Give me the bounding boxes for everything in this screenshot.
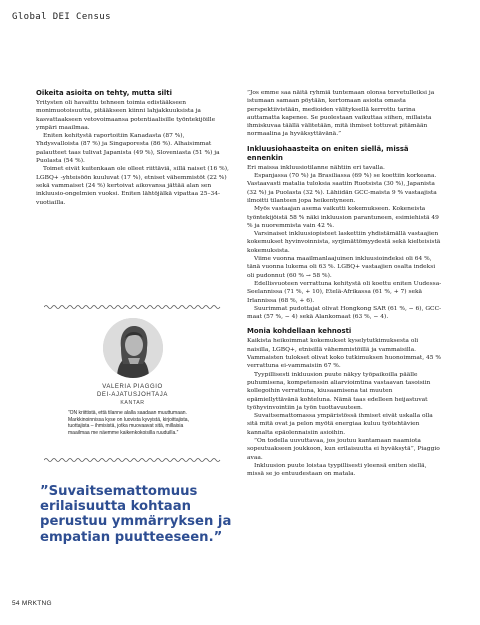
left-heading: Oikeita asioita on tehty, mutta silti [36, 89, 172, 97]
right-paragraph-1: Eri maissa inkluusiotilanne nähtiin eri tavalla. [247, 164, 385, 171]
left-paragraph-3: Toimet eivät kuitenkaan ole olleet riittäviä, sillä naiset (16 %), LGBQ+ -yhteisöön kuuluvat (17 %), etniset vähemmistöt (22 %) sekä vammaiset (24 %) kertoivat aikovansa jättää alan sen inkluusio-ongelmien vuoksi. Eniten lähtöjälkä vipattaa 25–34-vuotiailla. [36, 166, 229, 206]
wavy-divider-top [44, 304, 222, 310]
right-heading-2: Monia kohdellaan kehnosti [247, 327, 352, 336]
right-paragraph-12: Inkluusion puute loistaa tyypillisesti yleensä eniten siellä, missä se jo entuudestaan on matala. [247, 462, 427, 478]
right-paragraph-3: Myös vastaajan asema vaikutti kokemukseen. Kokeneista työntekijöistä 58 % näki inkluusion parantuneen, esimiehistä 49 % ja nuoremmista vain 42 %. [247, 206, 439, 229]
right-paragraph-9: Tyypillisesti inkluusion puute näkyy työpaikoilla päälle puhumisena, kompetenssin aliarvioimtina vastaavan tasoisiin kollegoihin verrattuna, kiusaamisena tai muuten epämiellyttävänä kohteluna. Nämä taas edelleen heijastuvat työhyvinvointiin ja työn tuottavuuteen. [247, 371, 431, 411]
left-column [36, 89, 229, 207]
right-paragraph-5: Viime vuonna maailmanlaajuinen inkluusioindeksi oli 64 %, tänä vuonna lukema oli 63 %. LGBQ+ vastaajien osalta indeksi oli pudonnut (60 % → 58 %). [247, 256, 436, 279]
pull-quote: ”Suvaitsemattomuus erilaisuutta kohtaan perustuu ymmärryksen ja empatian puutteeseen.” [40, 484, 232, 545]
page-footer: 54 MRKTNG [12, 600, 52, 607]
right-column [247, 89, 443, 478]
left-paragraph-1: Yritysten oli havaittu tehneen toimia edistääkseen monimuotoisuutta, pitääkseen kiinni lahjakkuuksista ja kasvattaakseen vetovoimaansa potentiaalisille työntekijöille ympäri maailmaa. [36, 100, 216, 131]
right-paragraph-4: Varsinaiset inkluusiopisteet laskettiin yhdistämällä vastaajien kokemukset hyvinvoinnista, syrjimättömyydestä sekä kielteisistä kokemuksista. [247, 231, 441, 254]
right-intro-quote: ”Jos emme saa näitä ryhmiä tuntemaan olonsa tervetulleiksi ja istumaan samaan pöytään, kertomaan asioita omasta perspektiivistään, medioiden välityksellä kerrottu tarina auttamatta kapenee. Se puolestaan vaikuttaa siihen, millaista ihmiskuvaa täällä välitetään, mitä ihmiset tottuvat pitämään normaalina ja hyväksyttävänä.” [247, 90, 435, 138]
right-paragraph-7: Suurimmat pudottajat olivat Hongkong SAR (61 %, − 6), GCC-maat (57 %, − 4) sekä Alankomaat (63 %, − 4). [247, 305, 442, 321]
profile-role: DEI-AJATUSJOHTAJA [97, 392, 168, 398]
wavy-divider-bottom [44, 457, 222, 463]
right-heading-1: Inkluusiohaasteita on eniten siellä, missä ennenkin [247, 144, 409, 162]
right-paragraph-2: Espanjassa (70 %) ja Brasiliassa (69 %) se koettiin korkeana. Vastaavasti matalia tuloksia saatiin Ruotsista (30 %), Japanista (32 %) ja Puolasta (32 %). Lähiidän GCC-maista 9 % vastaajista ilmoitti tilanteen jopa heikentyneen. [247, 173, 437, 204]
profile-quote: ”ON kriittistä, että tilanne alalla saadaan muuttumaan. Markkinoinnissa kyse on luovista kyvyistä, kirjoittajista, tuottajista – ihmisistä, jotka muovaavat sitä, millaisia maailmaa me näemme kaikenkokoisilla ruuduilla.” [68, 410, 189, 436]
avatar [103, 318, 163, 378]
profile-card [36, 318, 229, 406]
left-paragraph-2: Eniten kehitystä raportoitiin Kanadasta (87 %), Yhdysvalloista (87 %) ja Singaporesta (86 %). Alhaisimmat palautteet taas tulivat Japanista (49 %), Sloveniasta (51 %) ja Puolasta (54 %). [36, 133, 220, 165]
right-paragraph-10: Suvaitsemattomassa ympäristössä ihmiset eivät uskalla olla sitä mitä ovat ja pelon myötä energiaa kuluu työtehtävien kannalta epäolennaisiin asioihin. [247, 413, 433, 436]
right-paragraph-6: Edellisvuoteen verrattuna kehitystä oli koettu eniten Uudessa-Seelannissa (71 %, + 10), Etelä-Afrikassa (61 %, + 7) sekä Irlannissa (68 %, + 6). [247, 280, 442, 304]
section-title: Global DEI Census [12, 12, 111, 22]
right-paragraph-11: ”On todella uuvuttavaa, jos joutuu kantamaan naamiota sopeutuakseen joukkoon, kun erilaisuutta ei hyväksytä”, Piaggio avaa. [247, 437, 440, 461]
profile-company: KANTAR [120, 400, 145, 406]
right-paragraph-8: Kaikista heikoimmat kokemukset kyselytutkimuksesta oli naisilla, LGBQ+, etnisillä vähemmistöillä ja vammaisilla. Vammaisten tulokset olivat koko tutkimuksen huonoimmat, 45 % verrattuna ei-vammaisiin 67 %. [247, 338, 441, 370]
profile-name: VALERIA PIAGGIO [102, 384, 163, 390]
